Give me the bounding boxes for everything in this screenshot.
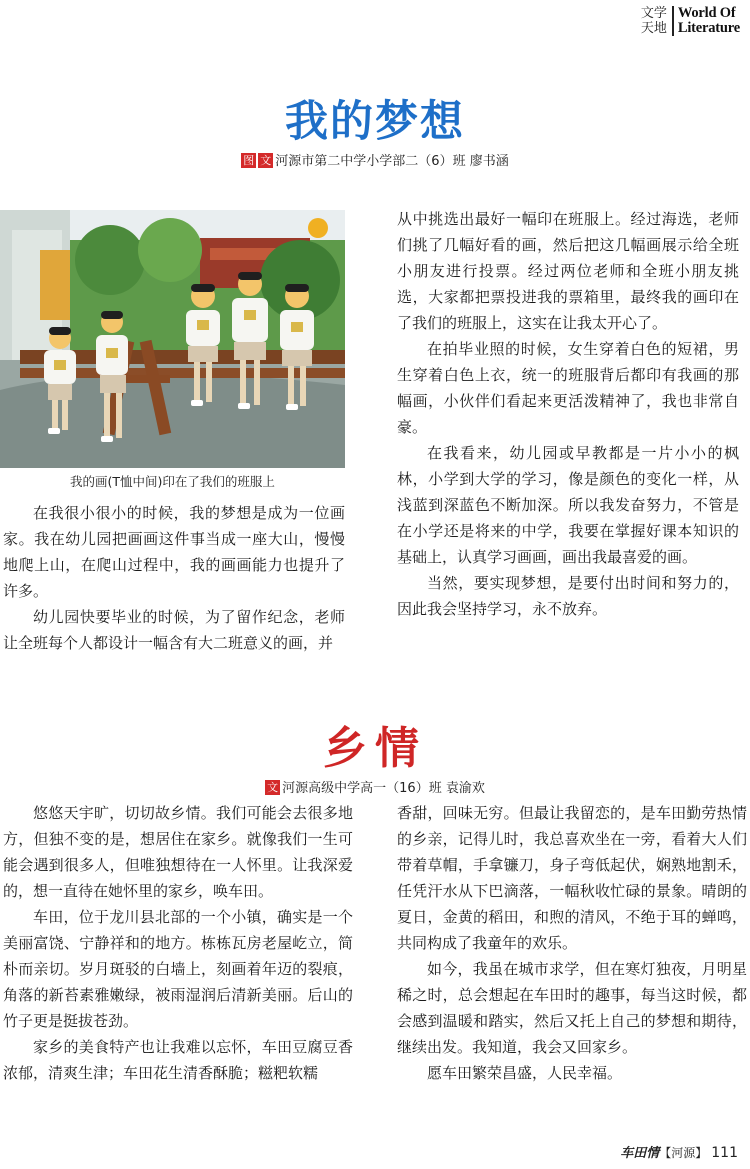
section-label-en <box>674 6 740 36</box>
section-label-en-line1: World Of <box>677 5 736 21</box>
page-number: 111 <box>711 1145 738 1161</box>
article2-paragraph: 家乡的美食特产也让我难以忘怀，车田豆腐豆香浓郁，清爽生津；车田花生清香酥脆；糍粑软糯 <box>3 1038 353 1082</box>
section-header <box>641 6 740 36</box>
article2-paragraph: 香甜，回味无穷。但最让我留恋的，是车田勤劳热情的乡亲，记得儿时，我总喜欢坐在一旁，看着大人们带着草帽，手拿镰刀，身子弯低起伏，娴熟地割禾，任凭汗水从下巴滴落，一幅秋收忙碌的景象。晴朗的夏日，金黄的稻田，和煦的清风，不绝于耳的蝉鸣，共同构成了我童年的欢乐。 <box>397 804 747 952</box>
article2-paragraph: 愿车田繁荣昌盛，人民幸福。 <box>427 1064 623 1082</box>
article1-paragraph: 在拍毕业照的时候，女生穿着白色的短裙，男生穿着白色上衣，统一的班服背后都印有我画的那幅画，小伙伴们看起来更活泼精神了，我也非常自豪。 <box>397 340 739 436</box>
article2-paragraph: 车田，位于龙川县北部的一个小镇，确实是一个美丽富饶、宁静祥和的地方。栋栋瓦房老屋屹立，简朴而亲切。岁月斑驳的白墙上，刻画着年迈的裂痕，角落的新苔素雅嫩绿，被雨湿润后清新美丽。后山的竹子更是挺拔苍劲。 <box>3 908 353 1030</box>
magazine-name: 车田情 <box>620 1146 660 1161</box>
article1-byline <box>0 150 750 169</box>
text-credit-tag: 文 <box>260 154 272 167</box>
article2-byline <box>0 777 750 796</box>
article1-right-column <box>397 206 739 622</box>
section-label-en-line2: Literature <box>677 20 740 36</box>
article2-left-column <box>3 800 353 1086</box>
section-label-cn <box>641 6 672 36</box>
article1-paragraph: 当然，要实现梦想，是要付出时间和努力的，因此我会坚持学习，永不放弃。 <box>397 574 739 618</box>
section-label-cn-line1: 文学 <box>640 6 667 21</box>
article1-paragraph: 从中挑选出最好一幅印在班服上。经过海选，老师们挑了几幅好看的画，然后把这几幅画展示给全班小朋友进行投票。经过两位老师和全班小朋友挑选，大家都把票投进我的票箱里，最终我的画印在了我们的班服上，这实在让我太开心了。 <box>397 210 739 332</box>
article2-right-column <box>397 800 747 1086</box>
section-label-cn-line2: 天地 <box>640 21 667 36</box>
article1-paragraph: 在我看来，幼儿园或早教都是一片小小的枫林，小学到大学的学习，像是颜色的变化一样，从浅蓝到深蓝色不断加深。所以我发奋努力，不管是在小学还是将来的中学，我要在掌握好课本知识的基础上，认真学习画画，画出我最喜爱的画。 <box>397 444 739 566</box>
article2-title: 乡情 <box>323 723 427 774</box>
article1-paragraph: 在我很小很小的时候，我的梦想是成为一位画家。我在幼儿园把画画这件事当成一座大山，慢慢地爬上山，在爬山过程中，我的画画能力也提升了许多。 <box>3 504 345 600</box>
class-photo <box>0 210 345 468</box>
article1-left-column <box>3 500 345 656</box>
magazine-region: 【河源】 <box>659 1146 708 1160</box>
article2-author: 河源高级中学高一（16）班 袁渝欢 <box>282 781 485 796</box>
image-credit-tag: 图 <box>243 154 255 167</box>
article1-author: 河源市第二中学小学部二（6）班 廖书涵 <box>275 154 509 169</box>
text-credit-tag: 文 <box>267 781 279 794</box>
page-footer <box>620 1142 738 1161</box>
photo-caption: 我的画(T恤中间)印在了我们的班服上 <box>70 474 275 489</box>
article1-title: 我的梦想 <box>285 97 465 147</box>
article1-paragraph: 幼儿园快要毕业的时候，为了留作纪念，老师让全班每个人都设计一幅含有大二班意义的画，并 <box>3 608 345 652</box>
article2-paragraph: 悠悠天宇旷，切切故乡情。我们可能会去很多地方，但独不变的是，想居住在家乡。就像我们一生可能会遇到很多人，但唯独想待在一人怀里。让我深爱的，想一直待在她怀里的家乡，唤车田。 <box>3 804 353 900</box>
article2-paragraph: 如今，我虽在城市求学，但在寒灯独夜，月明星稀之时，总会想起在车田时的趣事，每当这时候，都会感到温暖和踏实，然后又托上自己的梦想和期待，继续出发。我知道，我会又回家乡。 <box>397 960 747 1056</box>
